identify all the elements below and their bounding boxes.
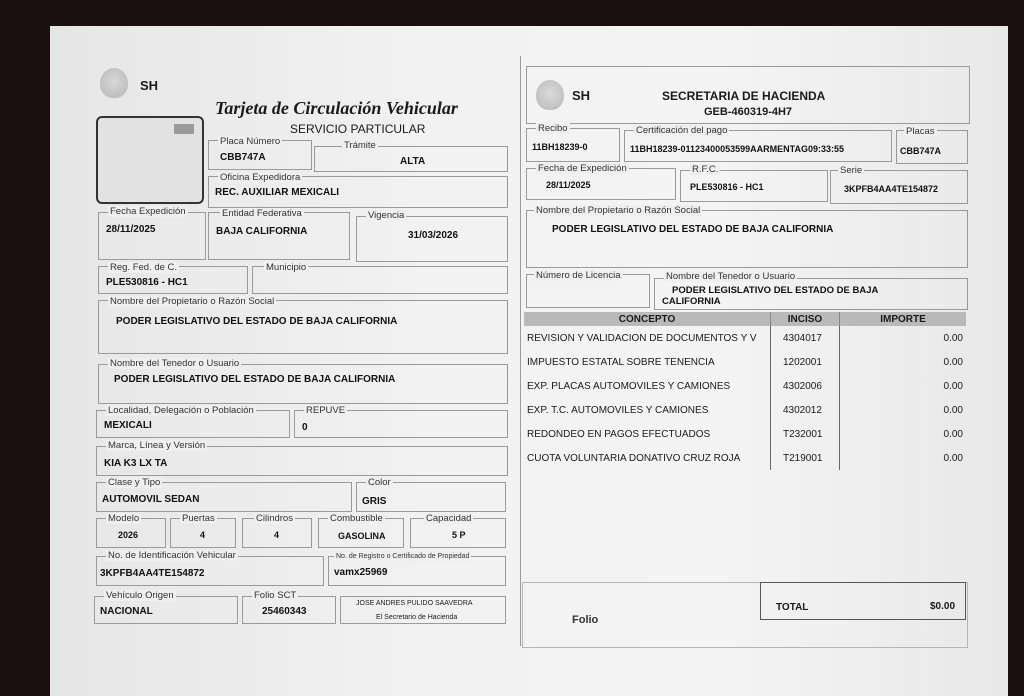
- modelo-label: Modelo: [108, 513, 140, 524]
- folio-label: Folio: [572, 614, 599, 626]
- clase-value: AUTOMOVIL SEDAN: [102, 494, 200, 505]
- certificacion-label: Certificación del pago: [636, 125, 728, 136]
- vehicle-circulation-card: [50, 26, 1008, 696]
- col-importe: IMPORTE: [840, 312, 967, 326]
- tramite-value: ALTA: [400, 156, 426, 167]
- oficina-label: Oficina Expedidora: [220, 172, 301, 183]
- row-importe: 0.00: [943, 404, 963, 416]
- repuve-value: 0: [302, 422, 308, 433]
- capacidad-value: 5 P: [452, 530, 466, 540]
- modelo-value: 2026: [118, 530, 139, 540]
- tenedor-value: PODER LEGISLATIVO DEL ESTADO DE BAJA CALIFORNIA: [114, 374, 396, 385]
- row-concepto: EXP. T.C. AUTOMOVILES Y CAMIONES: [527, 404, 709, 416]
- puertas-label: Puertas: [182, 513, 215, 524]
- state-seal-icon: [100, 68, 128, 98]
- row-concepto: EXP. PLACAS AUTOMOVILES Y CAMIONES: [527, 380, 731, 392]
- fecha-exp-value: 28/11/2025: [546, 180, 591, 190]
- row-inciso: 4302012: [771, 398, 840, 422]
- row-importe: 0.00: [943, 332, 963, 344]
- regfed-label: Reg. Fed. de C.: [110, 262, 178, 273]
- tenedor-right-value-2: CALIFORNIA: [662, 296, 721, 307]
- tenedor-right-label: Nombre del Tenedor o Usuario: [666, 271, 796, 282]
- folio-sct-value: 25460343: [262, 606, 307, 617]
- firmante-title: El Secretario de Hacienda: [376, 614, 458, 621]
- folio-sct-label: Folio SCT: [254, 590, 297, 601]
- puertas-value: 4: [200, 530, 206, 540]
- col-concepto: CONCEPTO: [524, 312, 771, 326]
- tenedor-label: Nombre del Tenedor o Usuario: [110, 358, 240, 369]
- propietario-right-label: Nombre del Propietario o Razón Social: [536, 205, 701, 216]
- card-title: Tarjeta de Circulación Vehicular: [215, 98, 458, 118]
- propietario-value: PODER LEGISLATIVO DEL ESTADO DE BAJA CALIFORNIA: [116, 316, 398, 327]
- certificacion-value: 11BH18239-01123400053599AARMENTAG09:33:55: [630, 144, 844, 154]
- fecha-value: 28/11/2025: [106, 224, 156, 235]
- sh-label-right: SH: [572, 88, 591, 103]
- concepts-header-row: [524, 312, 966, 326]
- table-row: [524, 422, 966, 446]
- row-inciso: 4302006: [771, 374, 840, 398]
- propietario-box: [98, 300, 508, 354]
- firmante-name: JOSE ANDRES PULIDO SAAVEDRA: [356, 600, 473, 607]
- oficina-value: REC. AUXILIAR MEXICALI: [215, 187, 340, 198]
- fecha-box: [98, 212, 206, 260]
- row-concepto: IMPUESTO ESTATAL SOBRE TENENCIA: [527, 356, 715, 368]
- row-inciso: T232001: [771, 422, 840, 446]
- fecha-exp-label: Fecha de Expedición: [538, 163, 627, 174]
- repuve-label: REPUVE: [306, 405, 346, 416]
- origen-label: Vehículo Origen: [106, 590, 174, 601]
- color-value: GRIS: [362, 496, 387, 507]
- tenedor-right-value-1: PODER LEGISLATIVO DEL ESTADO DE BAJA: [672, 285, 879, 296]
- table-row: [524, 374, 966, 398]
- state-seal-icon-right: [536, 80, 564, 110]
- dept-rfc: GEB-460319-4H7: [704, 106, 793, 118]
- dept-name: SECRETARIA DE HACIENDA: [662, 89, 826, 103]
- regfed-value: PLE530816 - HC1: [106, 277, 188, 288]
- clase-label: Clase y Tipo: [108, 477, 161, 488]
- vigencia-label: Vigencia: [368, 210, 405, 221]
- combustible-value: GASOLINA: [338, 531, 386, 541]
- placas-value: CBB747A: [900, 146, 942, 156]
- cilindros-value: 4: [274, 530, 280, 540]
- registro-label: No. de Registro o Certificado de Propiedad: [336, 553, 470, 560]
- row-concepto: REVISION Y VALIDACION DE DOCUMENTOS Y V: [527, 332, 757, 344]
- municipio-label: Municipio: [266, 262, 307, 273]
- sh-label: SH: [140, 78, 159, 93]
- row-concepto: REDONDEO EN PAGOS EFECTUADOS: [527, 428, 711, 440]
- placa-value: CBB747A: [220, 152, 266, 163]
- cilindros-label: Cilindros: [256, 513, 293, 524]
- propietario-label: Nombre del Propietario o Razón Social: [110, 296, 275, 307]
- rfc-label: R.F.C.: [692, 164, 719, 175]
- niv-value: 3KPFB4AA4TE154872: [100, 568, 205, 579]
- rfc-value: PLE530816 - HC1: [690, 182, 764, 192]
- col-inciso: INCISO: [771, 312, 840, 326]
- entidad-value: BAJA CALIFORNIA: [216, 226, 308, 237]
- marca-value: KIA K3 LX TA: [104, 458, 168, 469]
- serie-label: Serie: [840, 165, 863, 176]
- total-label: TOTAL: [776, 602, 809, 613]
- photo-area: [96, 116, 204, 204]
- origen-value: NACIONAL: [100, 606, 153, 617]
- card-subtitle: SERVICIO PARTICULAR: [290, 122, 426, 136]
- table-row: [524, 326, 966, 350]
- row-importe: 0.00: [943, 452, 963, 464]
- recibo-value: 11BH18239-0: [532, 142, 588, 152]
- row-inciso: 1202001: [771, 350, 840, 374]
- row-concepto: CUOTA VOLUNTARIA DONATIVO CRUZ ROJA: [527, 452, 741, 464]
- total-value: $0.00: [930, 601, 956, 612]
- table-row: [524, 350, 966, 374]
- registro-value: vamx25969: [334, 567, 388, 578]
- localidad-value: MEXICALI: [104, 420, 152, 431]
- row-importe: 0.00: [943, 428, 963, 440]
- placas-label: Placas: [906, 126, 935, 137]
- fold-divider: [520, 56, 521, 646]
- propietario-right-box: [526, 210, 968, 268]
- row-inciso: T219001: [771, 446, 840, 470]
- row-inciso: 4304017: [771, 326, 840, 350]
- serie-value: 3KPFB4AA4TE154872: [844, 184, 939, 194]
- propietario-right-value: PODER LEGISLATIVO DEL ESTADO DE BAJA CALIFORNIA: [552, 224, 834, 235]
- color-label: Color: [368, 477, 391, 488]
- fecha-label: Fecha Expedición: [110, 206, 186, 217]
- table-row: [524, 446, 966, 470]
- row-importe: 0.00: [943, 356, 963, 368]
- recibo-label: Recibo: [538, 123, 568, 134]
- entidad-label: Entidad Federativa: [222, 208, 302, 219]
- placa-label: Placa Número: [220, 136, 281, 147]
- combustible-label: Combustible: [330, 513, 383, 524]
- capacidad-label: Capacidad: [426, 513, 472, 524]
- tramite-label: Trámite: [344, 140, 376, 151]
- vigencia-value: 31/03/2026: [408, 230, 459, 241]
- niv-label: No. de Identificación Vehicular: [108, 550, 236, 561]
- licencia-label: Número de Licencia: [536, 270, 621, 281]
- row-importe: 0.00: [943, 380, 963, 392]
- concepts-table: [524, 312, 966, 470]
- hologram-chip: [174, 124, 194, 134]
- marca-label: Marca, Línea y Versión: [108, 440, 206, 451]
- table-row: [524, 398, 966, 422]
- localidad-label: Localidad, Delegación o Población: [108, 405, 254, 416]
